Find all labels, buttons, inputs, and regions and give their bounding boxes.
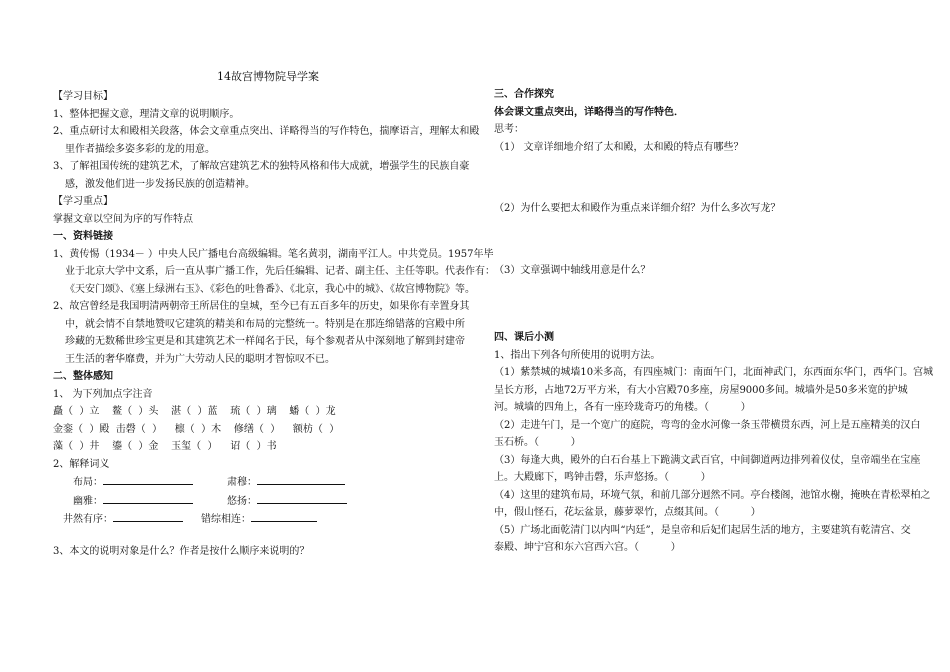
answer-space-1[interactable] (494, 156, 894, 200)
word-youya: 幽雅： (73, 495, 103, 507)
word-sumu: 肃穆： (227, 477, 257, 488)
answer-space-3[interactable] (494, 279, 894, 329)
think-question-1: （1） 文章详细地介绍了太和殿，太和殿的特点有哪些？ (494, 141, 744, 153)
sentence-5-line-2: 泰殿、坤宁宫和东六宫西六宫。（ ） (494, 542, 681, 553)
info-2-line-3: 珍藏的无数稀世珍宝更是和其建筑艺术一样闻名于民，每个参观者从中深刻地了解到封建帝 (65, 336, 465, 347)
sentence-2-line-1: （2）走进午门，是一个宽广的庭院，弯弯的金水河像一条玉带横贯东西，河上是五座精美的汉白 (494, 419, 921, 431)
sentence-1-line-3: 河。城墙的四角上，各有一座玲珑奇巧的角楼。（ ） (494, 402, 751, 413)
answer-blank-jingranyouxu[interactable] (113, 510, 183, 522)
page-title: 14故宫博物院导学案 (217, 70, 319, 83)
goal-1: 1、整体把握文意，理清文章的说明顺序。 (53, 108, 240, 120)
left-column (53, 68, 495, 560)
word-cuozongxianglian: 错综相连： (201, 514, 251, 525)
word-row-1 (53, 473, 483, 492)
goals-heading: 【学习目标】 (53, 91, 113, 102)
sentence-1-line-2: 呈长方形，占地72万平方米，有大小宫殿70多座，房屋9000多间。城墙外是50多米宽的护城 (494, 384, 908, 396)
answer-blank-sumu[interactable] (257, 473, 345, 485)
quiz-instruction: 1、指出下列各句所使用的说明方法。 (494, 349, 661, 361)
focus-heading: 【学习重点】 (53, 196, 113, 207)
pinyin-row-1: 矗（ ）立 鳌（ ）头 湛（ ）蓝 琉（ ）璃 蟠（ ）龙 (53, 406, 336, 417)
question-2: 2、解释词义 (53, 458, 110, 470)
focus-text: 掌握文章以空间为序的写作特点 (53, 213, 193, 225)
word-youyang: 悠扬： (227, 495, 257, 507)
sentence-3-line-2: 上。大殿廊下，鸣钟击磬，乐声悠扬。（ ） (494, 472, 711, 483)
info-1-line-3: 《天安门颂》、《塞上绿洲右玉》、《彩色的吐鲁番》、《北京，我心中的城》、《故宫博物院》等。 (65, 283, 475, 295)
right-column (494, 86, 934, 557)
goal-2-line-2: 里作者描绘多姿多彩的龙的用意。 (65, 143, 215, 155)
think-question-3: （3）文章强调中轴线用意是什么？ (494, 264, 651, 276)
section-4-heading: 四、课后小测 (494, 332, 554, 343)
goal-3-line-1: 3、了解祖国传统的建筑艺术，了解故宫建筑艺术的独特风格和伟大成就，增强学生的民族自豪 (53, 161, 470, 172)
info-1-line-2: 业于北京大学中文系，后一直从事广播工作，先后任编辑、记者、副主任、主任等职。代表作有： (65, 266, 495, 277)
info-2-line-1: 2、故宫曾经是我国明清两朝帝王所居住的皇城，至今已有五百多年的历史，如果你有幸置身其 (53, 301, 470, 312)
section-2-heading: 二、整体感知 (53, 371, 113, 382)
sentence-3-line-1: （3）每逢大典，殿外的白石台基上下跪满文武百官，中间御道两边排列着仪仗，皇帝端坐在宝座 (494, 454, 921, 466)
goal-3-line-2: 感，激发他们进一步发扬民族的创造精神。 (65, 178, 255, 190)
word-row-2 (53, 492, 483, 511)
answer-blank-youya[interactable] (103, 492, 193, 504)
sentence-4-line-1: （4）这里的建筑布局，环境气氛，和前几部分迥然不同。亭台楼阁，池馆水榭，掩映在青松翠柏之 (494, 489, 931, 501)
info-2-line-2: 中，就会情不自禁地赞叹它建筑的精美和布局的完整统一。特别是在那连绵错落的宫殿中所 (65, 318, 465, 330)
goal-2-line-1: 2、重点研讨太和殿相关段落，体会文章重点突出、详略得当的写作特色，揣摩语言，理解太和殿 (53, 126, 480, 137)
sentence-1-line-1: （1）紫禁城的城墙10米多高，有四座城门：南面午门，北面神武门，东西面东华门，西华门。宫城 (494, 367, 934, 378)
pinyin-row-3: 藻（ ）井 鎏（ ）金 玉玺（ ） 诏（ ）书 (53, 441, 277, 452)
word-row-3 (53, 510, 483, 529)
answer-space-2[interactable] (494, 218, 894, 262)
pinyin-row-2: 金銮（ ）殿 击磬（ ） 檩（ ）木 修缮（ ） 额枋（ ） (53, 423, 340, 435)
section-3-heading: 三、合作探究 (494, 89, 554, 100)
sentence-5-line-1: （5）广场北面乾清门以内叫“内廷”，是皇帝和后妃们起居生活的地方，主要建筑有乾清宫、交 (494, 524, 911, 536)
question-3: 3、本文的说明对象是什么？作者是按什么顺序来说明的？ (53, 545, 310, 557)
section-3-subheading: 体会课文重点突出，详略得当的写作特色． (494, 106, 684, 118)
sentence-4-line-2: 中，假山怪石，花坛盆景，藤萝翠竹，点缀其间。（ ） (494, 507, 761, 518)
answer-blank-cuozongxianglian[interactable] (251, 510, 317, 522)
info-1-line-1: 1、黄传惕（1934－ ）中央人民广播电台高级编辑。笔名黄羽，湖南平江人。中共党员。1957年毕 (53, 248, 494, 260)
section-1-heading: 一、资料链接 (53, 231, 113, 242)
think-label: 思考： (494, 124, 524, 135)
word-buju: 布局： (73, 477, 103, 488)
think-question-2: （2）为什么要把太和殿作为重点来详细介绍？为什么多次写龙？ (494, 203, 781, 214)
word-jingranyouxu: 井然有序： (63, 514, 113, 525)
sentence-2-line-2: 玉石桥。（ ） (494, 437, 581, 448)
question-1: 1、 为下列加点字注音 (53, 388, 153, 400)
info-2-line-4: 王生活的奢华靡费，并为广大劳动人民的聪明才智惊叹不已。 (65, 353, 335, 365)
answer-blank-youyang[interactable] (257, 492, 347, 504)
answer-blank-buju[interactable] (103, 473, 193, 485)
